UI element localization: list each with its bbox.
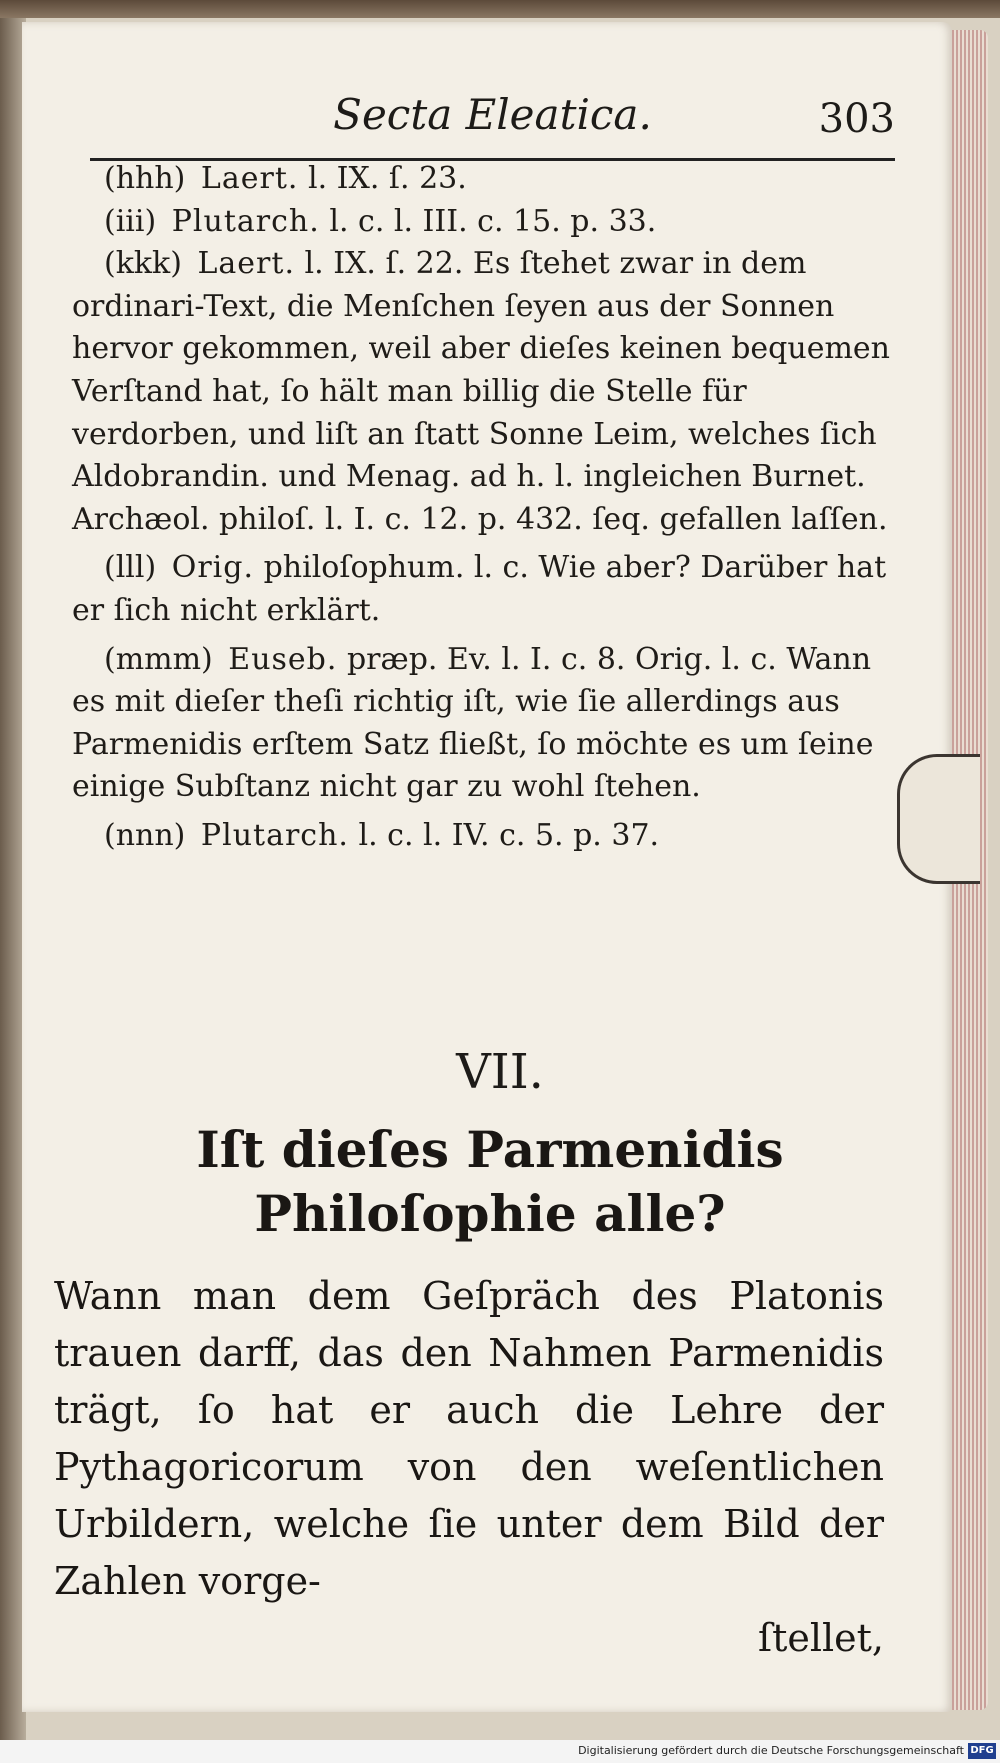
page-header xyxy=(90,88,895,161)
catchword: ſtellet, xyxy=(758,1616,884,1660)
body-paragraph xyxy=(54,1268,884,1667)
page-number: 303 xyxy=(818,96,895,142)
footnotes xyxy=(72,158,892,858)
footnote: (mmm) Euseb. præp. Ev. l. I. c. 8. Orig. l. c. Wann es mit dieſer theſi richtig iſt, wie ſie allerdings aus Parmenidis erſtem Satz fließt, ſo möchte es um ſeine einige Subſtanz nicht gar zu wohl ſtehen. xyxy=(72,641,874,805)
dfg-logo: DFG xyxy=(968,1743,996,1759)
running-title: Secta Eleatica. xyxy=(333,90,652,139)
footnote: (kkk) Laert. l. IX. ſ. 22. Es ſtehet zwar in dem ordinari-Text, die Menſchen ſeyen aus der Sonnen hervor gekommen, weil aber dieſes keinen bequemen Verſtand hat, ſo hält man billig die Stelle für verdorben, und liſt an ſtatt Sonne Leim, welches ſich Aldobrandin. und Menag. ad h. l. ingleichen Burnet. Archæol. philoſ. l. I. c. 12. p. 432. ſeq. gefallen laſſen. xyxy=(72,246,890,537)
digitization-footer xyxy=(0,1740,1000,1763)
funding-credit: Digitalisierung gefördert durch die Deutsche Forschungsgemeinschaft xyxy=(578,1744,964,1757)
section-number: VII. xyxy=(456,1044,544,1100)
footnote: (hhh) Laert. l. IX. ſ. 23. xyxy=(104,161,467,196)
book-binding-top xyxy=(0,0,1000,18)
footnote: (iii) Plutarch. l. c. l. III. c. 15. p. 33. xyxy=(104,203,657,239)
section-title: Iſt dieſes Parmenidis Philoſophie alle? xyxy=(196,1120,784,1243)
footnote: (nnn) Plutarch. l. c. l. IV. c. 5. p. 37. xyxy=(104,817,660,853)
body-text: Wann man dem Geſpräch des Platonis trauen darff, das den Nahmen Parmenidis trägt, ſo hat er auch die Lehre der Pythagoricorum von den weſentlichen Urbildern, welche ſie unter dem Bild der Zahlen vorge- xyxy=(54,1274,884,1603)
footnote: (lll) Orig. philoſophum. l. c. Wie aber? Darüber hat er ſich nicht erklärt. xyxy=(72,550,887,628)
page-clip-tab xyxy=(897,754,980,884)
